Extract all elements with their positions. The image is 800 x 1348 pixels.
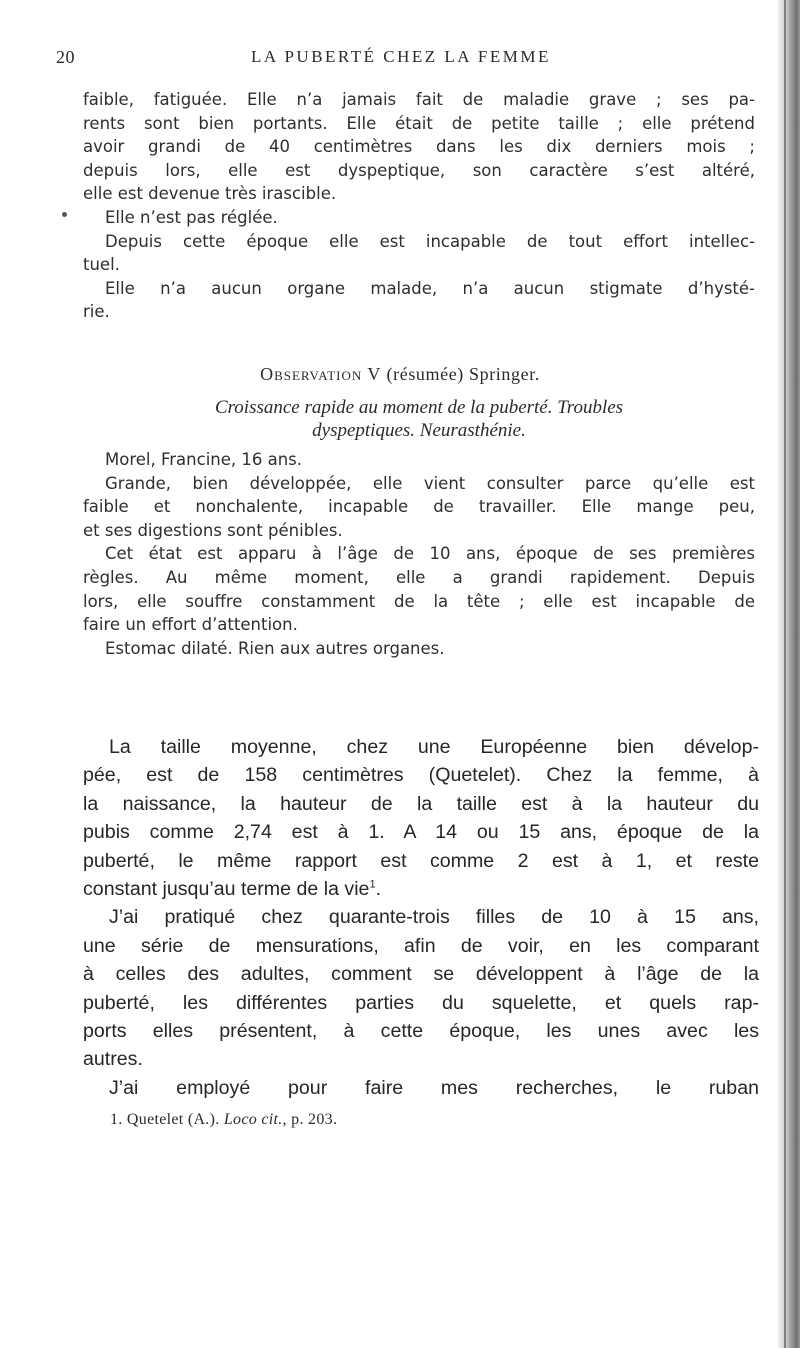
obs4-para1: faible, fatiguée. Elle n’a jamais fait de maladie grave ; ses pa- rents sont bien portants. Elle était de petite taille ; elle prétend avoir grandi de 40 centimètres dans les dix derniers mois ; depuis lors, elle est dyspeptique, son caractère s’est altéré,	[83, 90, 755, 180]
main-para2-l6: autres.	[83, 1048, 143, 1071]
obs4-para4-line2: rie.	[83, 302, 110, 322]
obs4-para3-line1: Depuis cette époque elle est incapable de tout effort intellec-	[105, 231, 755, 251]
footnote-page: , p. 203.	[282, 1111, 338, 1128]
obs5-para2-l2: règles. Au même moment, elle a grandi rapidement. Depuis	[83, 567, 755, 587]
main-para1-l3: la naissance, la hauteur de la taille est à la hauteur du	[83, 792, 759, 815]
obs5-para1-l1: Grande, bien développée, elle vient consulter parce qu’elle est	[105, 473, 755, 493]
obs5-para2-l4: faire un effort d’attention.	[83, 615, 298, 635]
page-edge-shadow	[784, 0, 786, 1348]
running-title: LA PUBERTÉ CHEZ LA FEMME	[251, 47, 551, 66]
page-number: 20	[56, 47, 75, 67]
observation-title-rest: (résumée) Springer.	[386, 364, 540, 384]
observation-v-subtitle: Croissance rapide au moment de la puberté. Troubles dyspeptiques. Neurasthénie.	[214, 397, 624, 441]
observation-label: Observation V	[260, 364, 382, 384]
footnote-number: 1.	[110, 1111, 123, 1128]
observation-v-text	[83, 448, 755, 660]
obs4-para3-line2: tuel.	[83, 255, 120, 275]
obs5-para2-l1: Cet état est apparu à l’âge de 10 ans, époque de ses premières	[105, 544, 755, 564]
page-edge	[778, 0, 800, 1348]
main-text	[83, 733, 759, 1102]
footnote-ref: Loco cit.	[223, 1111, 283, 1128]
main-para1-l4: pubis comme 2,74 est à 1. A 14 ou 15 ans, époque de la	[83, 821, 759, 844]
obs5-patient: Morel, Francine, 16 ans.	[105, 450, 303, 469]
main-para2-l1: J’ai pratiqué chez quarante-trois filles de 10 à 15 ans,	[109, 906, 759, 929]
main-para2-l2: une série de mensurations, afin de voir, en les comparant	[83, 934, 759, 957]
main-para1-l1: La taille moyenne, chez une Européenne bien dévelop-	[109, 736, 759, 758]
main-para3-l1: J’ai employé pour faire mes recherches, le ruban	[109, 1076, 759, 1099]
footnote-reference[interactable]: 1	[369, 878, 376, 891]
obs5-para1-l3: et ses digestions sont pénibles.	[83, 520, 343, 540]
obs5-para3: Estomac dilaté. Rien aux autres organes.	[105, 638, 445, 658]
obs5-para1-l2: faible et nonchalente, incapable de travailler. Elle mange peu,	[83, 497, 755, 517]
main-para1-l2: pée, est de 158 centimètres (Quetelet). Chez la femme, à	[83, 764, 759, 787]
obs4-para1-end: elle est devenue très irascible.	[83, 184, 337, 204]
main-para2-l3: à celles des adultes, comment se développent à l’âge de la	[83, 963, 759, 986]
observation-iv-text	[83, 88, 755, 324]
main-para1-l5: puberté, le même rapport est comme 2 est à 1, et reste	[83, 849, 759, 872]
footnote-author: Quetelet (A.).	[126, 1111, 220, 1128]
obs4-para2: Elle n’est pas réglée.	[105, 207, 278, 227]
main-para2-l5: ports elles présentent, à cette époque, les unes avec les	[83, 1020, 759, 1043]
main-para1-l6: constant jusqu’au terme de la vie$^1$.	[83, 878, 382, 901]
main-para2-l4: puberté, les différentes parties du squelette, et quels rap-	[83, 991, 759, 1014]
observation-v-title	[0, 364, 800, 385]
obs5-para2-l3: lors, elle souffre constamment de la tête ; elle est incapable de	[83, 591, 755, 611]
footnote	[110, 1111, 337, 1129]
margin-mark	[62, 212, 67, 217]
obs4-para4-line1: Elle n’a aucun organe malade, n’a aucun stigmate d’hysté-	[105, 278, 755, 298]
